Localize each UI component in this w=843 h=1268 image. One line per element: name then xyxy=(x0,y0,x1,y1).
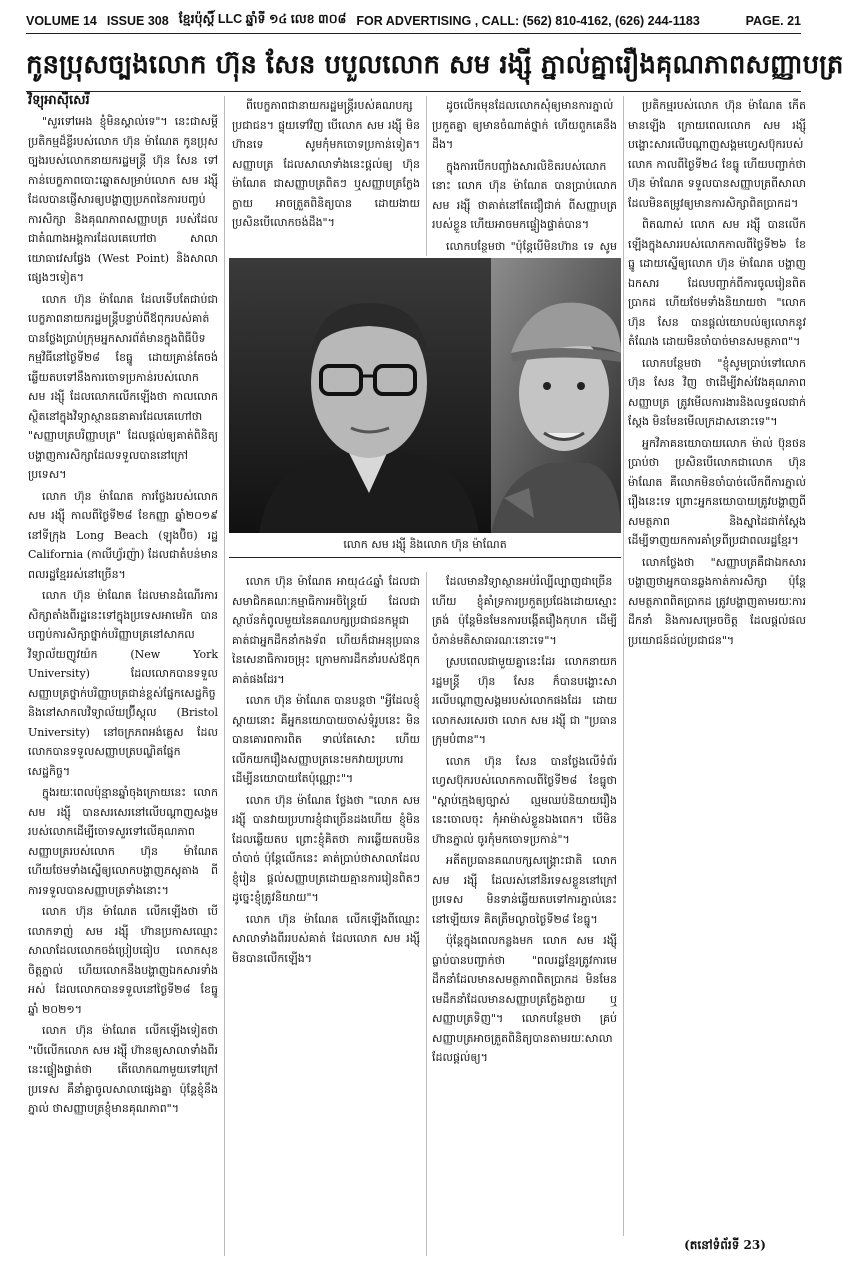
paragraph: លោកបន្ថែមថា "ប៉ុន្តែបើមិនហ៊ាន ទេ សូម xyxy=(446,239,617,253)
paragraph: "សួរទៅអេង ខ្ញុំមិនស្គាល់ទេ"។ នេះជាសម្ដីប្រតិកម្មដ៏ខ្លីរបស់លោក ហ៊ុន ម៉ាណែត កូនប្រុសច្បងរបស់លោកនាយករដ្ឋមន្ត្រី ហ៊ុន សែន ទៅកាន់បេក្ខភាពបោះឆ្នោតសម្រាប់លោក សម រង្ស៊ី ដែលបានផ្ញើសារឲ្យបង្ហាញប្រភពនៃការបញ្ចប់ការសិក្សា និងគុណភាពសញ្ញាបត្រ របស់ដែលជាតំណាងអង្គការដែលគេហៅថា សាលាយោធាវេសផ្វែង (West Point) និងសាលាផ្សេងៗទៀត។ xyxy=(28,115,218,284)
news-photo xyxy=(229,258,621,533)
issue-label: ISSUE 308 xyxy=(106,14,169,28)
column-divider xyxy=(426,96,427,256)
column-divider xyxy=(426,572,427,1256)
paragraph: ពិតណាស់ លោក សម រង្ស៊ី បានលើកឡើងក្នុងសាររបស់លោកកាលពីថ្ងៃទី២៦ ខែធ្នូ ដោយស្នើឲ្យលោក ហ៊ុន ម៉ាណែត បង្ហាញឯកសារ ដែលបញ្ជាក់ពីការចូលរៀនពិតប្រាកដ ហើយថែមទាំងនិយាយថា "លោក ហ៊ុន សែន បានផ្ដល់យោបល់ឲ្យលោកនូវតំណែង ដោយមិនចាំបាច់មានសមត្ថភាព"។ xyxy=(628,218,806,348)
paragraph: ប្រតិកម្មរបស់លោក ហ៊ុន ម៉ាណែត កើតមានឡើង ក្រោយពេលលោក សម រង្ស៊ី បង្ហោះសារលើបណ្ដាញសង្គមហ្វេសប៊ុករបស់លោក កាលពីថ្ងៃទី២៤ ខែធ្នូ ហើយបញ្ជាក់ថា ហ៊ុន ម៉ាណែត ទទួលបានសញ្ញាបត្រពីសាលាដែលមិនតម្រូវឲ្យមានការសិក្សាពិតប្រាកដ។ xyxy=(628,99,806,210)
paragraph: លោក ហ៊ុន ម៉ាណែត បានបន្តថា "អ្វីដែលខ្ញុំស្ដាយនោះ គឺអ្នកនយោបាយចាស់ទុំរូបនេះ មិនបានគោរពការពិត ទាល់តែសោះ ហើយលើកយករឿងសញ្ញាបត្រនេះមកវាយប្រហារ ដើម្បីនយោបាយតែប៉ុណ្ណោះ"។ xyxy=(232,694,420,785)
byline: វិទ្យុអាស៊ីសេរី xyxy=(28,93,90,108)
paragraph: លោក ហ៊ុន សែន បានថ្លែងលើទំព័រហ្វេសប៊ុករបស់លោកកាលពីថ្ងៃទី២៨ ខែធ្នូថា "ស្ដាប់ក្មេងឲ្យច្បាស់ ល្មមឈប់និយាយរឿងនេះចោលចុះ កុំអាម៉ាស់ខ្លួនឯងពេក។ បើមិនហ៊ានភ្នាល់ ចូរកុំមកចោទប្រកាន់"។ xyxy=(432,754,617,846)
column-divider xyxy=(224,96,225,1256)
caption-rule xyxy=(229,557,621,558)
volume-label: VOLUME 14 xyxy=(26,14,97,28)
article-headline: កូនប្រុសច្បងលោក ហ៊ុន សែន បបួលលោក សម រង្ស៊ី ភ្នាល់គ្នារឿងគុណភាពសញ្ញាបត្រ xyxy=(26,50,843,80)
paragraph: ក្នុងរយៈពេលប៉ុន្មានឆ្នាំចុងក្រោយនេះ លោក សម រង្ស៊ី បានសរសេរនៅលើបណ្ដាញសង្គមរបស់លោកដើម្បីចោទសួរទៅលើគុណភាពសញ្ញាបត្ររបស់លោក ហ៊ុន ម៉ាណែត ហើយថែមទាំងស្នើឲ្យលោកបង្ហាញភស្តុតាង ពីការទទួលបានសញ្ញាបត្រទាំងនោះ។ xyxy=(28,786,218,897)
photo-caption: លោក សម រង្ស៊ី និងលោក ហ៊ុន ម៉ាណែត xyxy=(343,538,507,551)
publisher-label: ខ្មែរប៉ុស្ដិ៍ LLC ឆ្នាំទី ១៤ លេខ ៣០៨ xyxy=(178,12,347,26)
article-column-2-top xyxy=(232,96,420,256)
paragraph: ដែលមានវិទ្យាស្ថានអប់រំល្បីល្បាញជាច្រើន ហើយ ខ្ញុំគាំទ្រការប្រកួតប្រជែងដោយស្មោះត្រង់ ប៉ុន្តែមិនមែនការបង្កើតរឿងកុហក ដើម្បីបំភាន់មតិសាធារណៈនោះទេ"។ xyxy=(432,575,617,647)
paragraph: ដូចលើកមុនដែលលោកសុំឲ្យមានការភ្នាល់ ប្រកួតគ្នា ឲ្យមានចំណាត់ថ្នាក់ ហើយពួកគេនឹងដឹង។ xyxy=(432,99,617,151)
paragraph: លោក ហ៊ុន ម៉ាណែត ដែលមានដំណើរការសិក្សាតាំងពីរដ្ឋនេះទៅក្នុងប្រទេសអាមេរិក បានបញ្ចប់ការសិក្សាថ្នាក់បរិញ្ញាបត្រនៅសាកលវិទ្យាល័យញូវយ៉ក (New York University) ដែលលោកបានទទួលសញ្ញាបត្រថ្នាក់បរិញ្ញាបត្រជាន់ខ្ពស់ផ្នែកសេដ្ឋកិច្ច និងនៅសាកលវិទ្យាល័យប្រ៊ីស្តុល (Bristol University) នៅចក្រភពអង់គ្លេស ដែលលោកបានទទួលសញ្ញាបត្របណ្ឌិតផ្នែកសេដ្ឋកិច្ច។ xyxy=(28,589,218,778)
paragraph: អ្នកវិភាគនយោបាយលោក ម៉ាល់ ប៊ុនថន ប្រាប់ថា ប្រសិនបើលោកជាលោក ហ៊ុន ម៉ាណែត គឺលោកមិនចាំបាច់លើកពីការភ្នាល់រឿងនេះទេ ព្រោះអ្នកនយោបាយត្រូវបង្ហាញពីសមត្ថភាព និងស្នាដៃជាក់ស្ដែង ដើម្បីទាញយកការគាំទ្រពីប្រជាពលរដ្ឋខ្មែរ។ xyxy=(628,436,806,547)
paragraph: ពីបេក្ខភាពជានាយករដ្ឋមន្ត្រីរបស់គណបក្សប្រជាជន។ ផ្ទុយទៅវិញ បើលោក សម រង្ស៊ី មិនហ៊ានទេ សូមកុំមកចោទប្រកាន់ទៀត។ សញ្ញាបត្រ ដែលសាលាទាំងនេះផ្ដល់ឲ្យ ហ៊ុន ម៉ាណែត ជាសញ្ញាបត្រពិតៗ ឬសញ្ញាបត្រក្លែងក្លាយ អាចត្រួតពិនិត្យបាន ដោយងាយ ប្រសិនបើលោកចង់ដឹង"។ xyxy=(232,99,420,229)
masthead xyxy=(26,10,801,32)
paragraph: អតីតប្រធានគណបក្សសង្គ្រោះជាតិ លោក សម រង្ស៊ី ដែលរស់នៅនិរទេសខ្លួននៅក្រៅប្រទេស មិនទាន់ឆ្លើយតបទៅការភ្នាល់នេះនៅឡើយទេ គិតត្រឹមល្ងាចថ្ងៃទី២៨ ខែធ្នូ។ xyxy=(432,854,617,926)
photo-illustration xyxy=(229,258,621,533)
column-divider xyxy=(623,96,624,1236)
paragraph: លោក ហ៊ុន ម៉ាណែត ដែលទើបតែជាប់ជាបេក្ខភាពនាយករដ្ឋមន្ត្រីបន្ទាប់ពីឪពុករបស់គាត់ បានថ្លែងប្រាប់ក្រុមអ្នកសារព័ត៌មានក្នុងពិធីបិទកម្មវិធីនៅថ្ងៃទី២៨ ខែធ្នូ ដោយគ្រាន់តែចង់ឆ្លើយតបទៅនឹងការចោទប្រកាន់របស់លោក សម រង្ស៊ី ដែលលោកលើកឡើងថា កាលលោកស្ថិតនៅក្នុងវិទ្យាស្ថានធនាគារដែលគេហៅថា "សញ្ញាបត្របរិញ្ញាបត្រ" ដែលផ្ដល់ឲ្យគាត់ពិនិត្យបង្ហាញការសិក្សាដែលទទួលបាននៅក្រៅប្រទេស។ xyxy=(28,292,218,481)
paragraph: លោក ហ៊ុន ម៉ាណែត អាយុ៤៤ឆ្នាំ ដែលជាសមាជិកគណៈកម្មាធិការអចិន្ត្រៃយ៍ ដែលជាស្ថាប័នកំពូលមួយនៃគណបក្សប្រជាជនកម្ពុជា គាត់ជាអ្នកដឹកនាំកងទ័ព ហើយក៏ជាអនុប្រធាននៃសេនាធិការចម្រុះ ក្រោមការដឹកនាំរបស់ឪពុកគាត់ផងដែរ។ xyxy=(232,575,420,686)
article-column-3-top xyxy=(432,96,617,256)
article-column-4 xyxy=(628,96,806,1246)
article-column-3-bottom xyxy=(432,572,617,1262)
paragraph: លោក ហ៊ុន ម៉ាណែត លើកឡើងថា បើលោកទាញ់ សម រង្ស៊ី ហ៊ានប្រកាសឈ្មោះសាលាដែលលោកចង់ប្រៀបធៀប លោកសុខចិត្តភ្នាល់ ហើយលោកនឹងបង្ហាញឯកសារទាំងអស់ ដែលលោកបានទទួលនៅថ្ងៃទី២៨ ខែធ្នូ ឆ្នាំ ២០២១។ xyxy=(28,905,218,1016)
article-column-2-bottom xyxy=(232,572,420,1262)
paragraph: លោកបន្ថែមថា "ខ្ញុំសូមប្រាប់ទៅលោក ហ៊ុន សែន វិញ ថាដើម្បីវាស់វែងគុណភាពសញ្ញាបត្រ ត្រូវមើលការងារនិងលទ្ធផលជាក់ស្ដែង មិនមែនមើលក្រដាសនោះទេ"។ xyxy=(628,356,806,428)
advertising-label: FOR ADVERTISING , CALL: (562) 810-4162, (626) 244-1183 xyxy=(356,14,700,28)
header-rule xyxy=(26,33,801,34)
paragraph: លោកថ្លែងថា "សញ្ញាបត្រគឺជាឯកសារ បង្ហាញថាអ្នកបានឆ្លងកាត់ការសិក្សា ប៉ុន្តែសមត្ថភាពពិតប្រាកដ ត្រូវបង្ហាញតាមរយៈការដឹកនាំ និងការសម្រេចចិត្ត ដែលផ្ដល់ផលប្រយោជន៍ដល់ប្រជាជន"។ xyxy=(628,555,806,647)
paragraph: លោក ហ៊ុន ម៉ាណែត ថ្លែងថា "លោក សម រង្ស៊ី បានវាយប្រហារខ្ញុំជាច្រើនដងហើយ ខ្ញុំមិនដែលឆ្លើយតប ព្រោះខ្ញុំគិតថា ការឆ្លើយតបមិនចាំបាច់ ប៉ុន្តែលើកនេះ គាត់ប្រាប់ថាសាលាដែលខ្ញុំរៀន ផ្ដល់សញ្ញាបត្រដោយគ្មានការរៀនពិតៗ ដូច្នេះខ្ញុំត្រូវនិយាយ"។ xyxy=(232,793,420,904)
page-number: PAGE. 21 xyxy=(745,14,801,28)
continued-notice: (តនៅទំព័រទី 23) xyxy=(684,1238,766,1252)
paragraph: ក្នុងការបើកបញ្ចាំងសារលិខិតរបស់លោកនោះ លោក ហ៊ុន ម៉ាណែត បានប្រាប់លោក សម រង្ស៊ី ថាគាត់នៅតែជឿជាក់ ពីសញ្ញាបត្ររបស់ខ្លួន ហើយអាចមកផ្ទៀងផ្ទាត់បាន។ xyxy=(432,159,617,231)
paragraph: ស្របពេលជាមួយគ្នានេះដែរ លោកនាយករដ្ឋមន្ត្រី ហ៊ុន សែន ក៏បានបង្ហោះសារលើបណ្ដាញសង្គមរបស់លោកផងដែរ ដោយលោកសរសេរថា លោក សម រង្ស៊ី ជា "ប្រធានក្រុមបំពាន"។ xyxy=(432,655,617,746)
paragraph: ប៉ុន្តែក្នុងពេលកន្លងមក លោក សម រង្ស៊ី ធ្លាប់បានបញ្ជាក់ថា "ពលរដ្ឋខ្មែរត្រូវការមេដឹកនាំដែលមានសមត្ថភាពពិតប្រាកដ មិនមែនមេដឹកនាំដែលមានសញ្ញាបត្រក្លែងក្លាយ ឬសញ្ញាបត្រទិញ"។ លោកបន្ថែមថា គ្រប់សញ្ញាបត្រអាចត្រួតពិនិត្យបានតាមរយៈសាលាដែលផ្ដល់ឲ្យ។ xyxy=(432,934,617,1064)
paragraph: លោក ហ៊ុន ម៉ាណែត ការថ្លែងរបស់លោក សម រង្ស៊ី កាលពីថ្ងៃទី២៨ ខែកញ្ញា ឆ្នាំ២០១៩ នៅទីក្រុង Long Beach (ឡុងប៊ិច) រដ្ឋ California (កាលីហ្វ័រញ៉ា) ដែលជាតំបន់មានពលរដ្ឋខ្មែររស់នៅច្រើន។ xyxy=(28,489,218,581)
article-column-1 xyxy=(28,112,218,1260)
paragraph: លោក ហ៊ុន ម៉ាណែត លើកឡើងទៀតថា "បើលើកលោក សម រង្ស៊ី ហ៊ានឲ្យសាលាទាំងពីរនេះផ្ទៀងផ្ទាត់ថា តើលោកណាមួយទៅក្រៅប្រទេស គឺនាំគ្នាចូលសាលាផ្សេងគ្នា ប៉ុន្តែខ្ញុំនឹងភ្នាល់ ថាសញ្ញាបត្រខ្ញុំមានគុណភាព"។ xyxy=(28,1024,218,1115)
paragraph: លោក ហ៊ុន ម៉ាណែត លើកឡើងពីឈ្មោះសាលាទាំងពីររបស់គាត់ ដែលលោក សម រង្ស៊ី មិនបានលើកឡើង។ xyxy=(232,912,420,965)
